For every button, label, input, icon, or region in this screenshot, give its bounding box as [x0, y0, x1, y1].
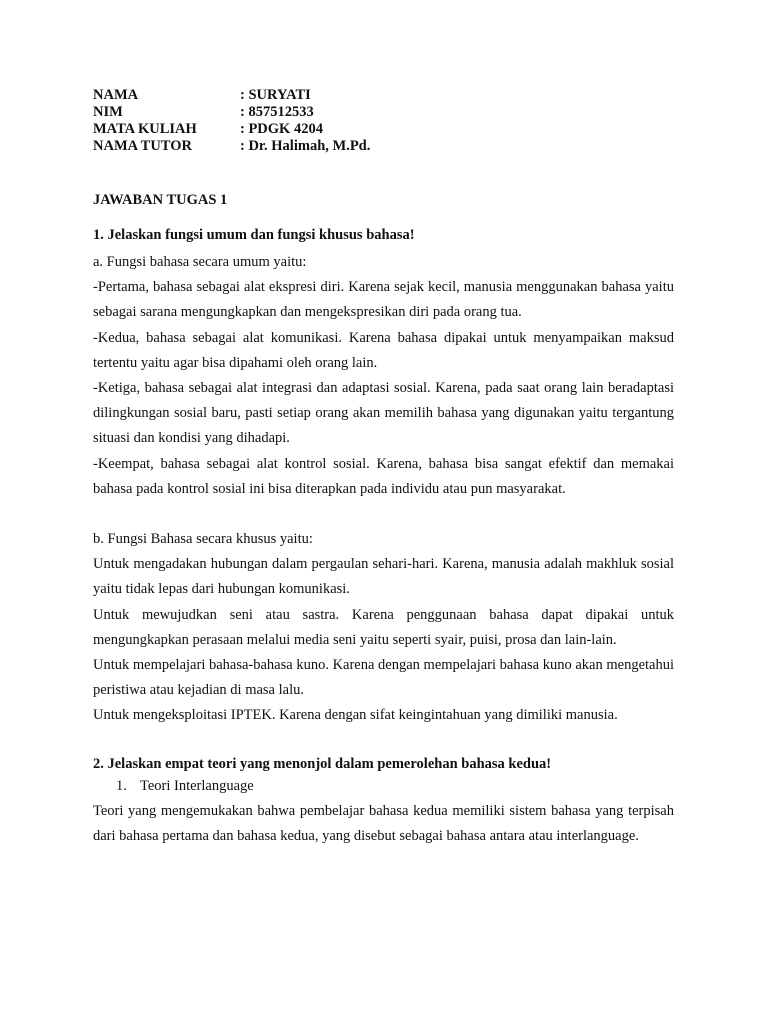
question-1-heading: 1. Jelaskan fungsi umum dan fungsi khusus bahasa! — [93, 227, 415, 243]
item-number: 1. — [116, 777, 127, 794]
info-row-tutor — [93, 138, 370, 155]
info-value: : 857512533 — [240, 104, 314, 120]
info-row-name — [93, 87, 370, 104]
numbered-item — [93, 774, 674, 799]
spacer — [93, 502, 674, 527]
question-2-heading: 2. Jelaskan empat teori yang menonjol dalam pemerolehan bahasa kedua! — [93, 755, 552, 772]
document-title: JAWABAN TUGAS 1 — [93, 192, 228, 208]
paragraph: Teori yang mengemukakan bahwa pembelajar bahasa kedua memiliki sistem bahasa yang terpisah dari bahasa pertama dan bahasa kedua, yang disebut sebagai bahasa antara atau interlanguage. — [93, 802, 674, 844]
part-a-heading: a. Fungsi bahasa secara umum yaitu: — [93, 254, 307, 270]
paragraph: -Keempat, bahasa sebagai alat kontrol sosial. Karena, bahasa bisa sangat efektif dan memakai bahasa pada kontrol sosial ini bisa diterapkan pada individu atau pun masyarakat. — [93, 455, 674, 497]
info-label: MATA KULIAH — [93, 121, 197, 137]
info-row-nim — [93, 104, 370, 121]
paragraph: -Kedua, bahasa sebagai alat komunikasi. Karena bahasa dipakai untuk menyampaikan maksud tertentu yaitu agar bisa dipahami oleh orang lain. — [93, 329, 674, 371]
document-body — [93, 190, 674, 849]
paragraph: -Ketiga, bahasa sebagai alat integrasi dan adaptasi sosial. Karena, pada saat orang lain beradaptasi dilingkungan sosial baru, pasti setiap orang akan memilih bahasa yang digunakan yaitu tergantung situasi dan kondisi yang dihadapi. — [93, 380, 674, 447]
info-row-course — [93, 121, 370, 138]
info-label: NAMA TUTOR — [93, 138, 192, 154]
paragraph: -Pertama, bahasa sebagai alat ekspresi diri. Karena sejak kecil, manusia menggunakan bahasa yaitu sebagai sarana mengungkapkan dan mengekspresikan diri pada orang tua. — [93, 279, 674, 321]
info-label: NAMA — [93, 87, 139, 103]
paragraph: Untuk mengadakan hubungan dalam pergaulan sehari-hari. Karena, manusia adalah makhluk sosial yaitu tidak lepas dari hubungan komunikasi. — [93, 556, 674, 598]
part-b-heading: b. Fungsi Bahasa secara khusus yaitu: — [93, 531, 313, 548]
info-value: : SURYATI — [240, 87, 311, 103]
spacer — [93, 729, 674, 754]
paragraph: Untuk mempelajari bahasa-bahasa kuno. Karena dengan mempelajari bahasa kuno akan mengetahui peristiwa atau kejadian di masa lalu. — [93, 657, 674, 699]
paragraph: Untuk mewujudkan seni atau sastra. Karena penggunaan bahasa dapat dipakai untuk mengungkapkan perasaan melalui media seni yaitu seperti syair, puisi, prosa dan lain-lain. — [93, 606, 674, 648]
item-label: Teori Interlanguage — [140, 777, 254, 794]
info-label: NIM — [93, 104, 123, 120]
info-value: : Dr. Halimah, M.Pd. — [240, 138, 371, 154]
student-info-header — [93, 87, 370, 155]
info-value: : PDGK 4204 — [240, 121, 323, 137]
paragraph: Untuk mengeksploitasi IPTEK. Karena dengan sifat keingintahuan yang dimiliki manusia. — [93, 707, 618, 724]
